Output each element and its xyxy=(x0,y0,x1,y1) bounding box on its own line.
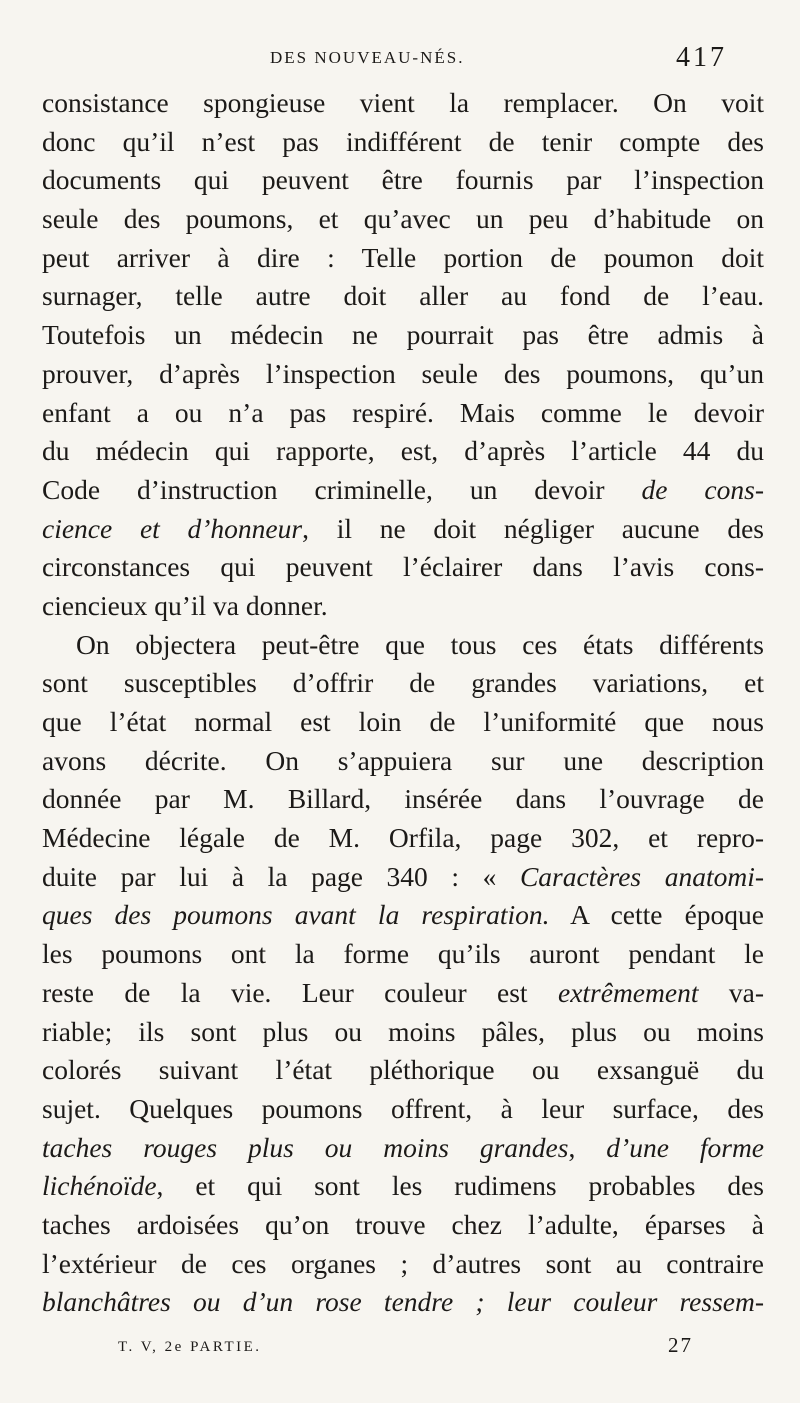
running-title: DES NOUVEAU-NÉS. xyxy=(270,48,465,67)
text-line xyxy=(42,742,764,781)
text-line xyxy=(42,1129,764,1168)
text-line xyxy=(42,1283,764,1322)
text-line xyxy=(42,1245,764,1284)
text-line xyxy=(42,123,764,162)
text-run: avons décrite. On s’appuiera sur une description xyxy=(42,744,764,776)
text-run: surnager, telle autre doit aller au fond de l’eau. xyxy=(42,280,764,312)
italic-text: ques des poumons avant la respiration. xyxy=(42,899,550,931)
text-line xyxy=(42,896,764,935)
text-line xyxy=(42,664,764,703)
text-line xyxy=(42,935,764,974)
italic-text: d’une forme xyxy=(606,1131,764,1163)
italic-text: blanchâtres ou d’un rose tendre ; leur couleur ressem- xyxy=(42,1286,764,1318)
italic-text: lichénoïde xyxy=(42,1170,157,1202)
text-run: A cette époque xyxy=(549,899,764,931)
text-line xyxy=(42,819,764,858)
text-line xyxy=(42,200,764,239)
text-run: seule des poumons, et qu’avec un peu d’habitude on xyxy=(42,203,764,235)
text-line xyxy=(42,1051,764,1090)
text-line xyxy=(42,1206,764,1245)
text-line xyxy=(42,974,764,1013)
italic-text: taches rouges plus ou moins grandes xyxy=(42,1131,569,1163)
page-footer xyxy=(0,1333,800,1373)
text-line xyxy=(42,355,764,394)
text-run: , et qui sont les rudimens probables des xyxy=(156,1170,764,1202)
text-line xyxy=(42,510,764,549)
italic-text: de cons- xyxy=(641,473,764,505)
text-run: taches ardoisées qu’on trouve chez l’adulte, éparses à xyxy=(42,1208,764,1240)
text-run: ciencieux qu’il va donner. xyxy=(42,589,328,621)
text-run: les poumons ont la forme qu’ils auront pendant le xyxy=(42,938,764,970)
italic-text: extrêmement xyxy=(557,976,699,1008)
text-line xyxy=(42,858,764,897)
text-run: , il ne doit négliger aucune des xyxy=(302,512,764,544)
text-line xyxy=(42,587,764,626)
text-line xyxy=(42,1090,764,1129)
text-line xyxy=(42,471,764,510)
text-run: que l’état normal est loin de l’uniformité que nous xyxy=(42,706,764,737)
body-text xyxy=(42,84,764,1322)
text-run: va- xyxy=(698,976,764,1008)
italic-text: Caractères anatomi- xyxy=(519,860,764,892)
signature-number: 27 xyxy=(668,1333,693,1357)
italic-text: cience et d’honneur xyxy=(42,512,303,544)
text-line xyxy=(42,161,764,200)
text-run: reste de la vie. Leur couleur est xyxy=(42,976,558,1008)
text-line xyxy=(42,277,764,316)
text-run: On objectera peut-être que tous ces états différents xyxy=(76,628,764,660)
text-run: consistance spongieuse vient la remplacer. On voit xyxy=(42,87,764,118)
text-run: colorés suivant l’état pléthorique ou exsanguë du xyxy=(42,1054,764,1086)
text-run: enfant a ou n’a pas respiré. Mais comme le devoir xyxy=(42,396,764,428)
text-line xyxy=(42,548,764,587)
text-line xyxy=(42,1167,764,1206)
text-run: , xyxy=(568,1131,607,1163)
text-run: donc qu’il n’est pas indifférent de tenir compte des xyxy=(42,125,764,157)
text-run: riable; ils sont plus ou moins pâles, plus ou moins xyxy=(42,1015,764,1047)
text-line xyxy=(42,239,764,278)
text-run: Médecine légale de M. Orfila, page 302, et repro- xyxy=(42,822,764,854)
page-header xyxy=(0,42,800,82)
text-run: sujet. Quelques poumons offrent, à leur surface, des xyxy=(42,1092,764,1124)
text-run: du médecin qui rapporte, est, d’après l’article 44 du xyxy=(42,435,764,467)
page-number: 417 xyxy=(676,42,727,73)
text-line xyxy=(42,84,764,123)
text-run: Code d’instruction criminelle, un devoir xyxy=(42,473,642,505)
text-run: Toutefois un médecin ne pourrait pas être admis à xyxy=(42,319,764,351)
text-run: donnée par M. Billard, insérée dans l’ouvrage de xyxy=(42,783,764,815)
text-line xyxy=(42,703,764,742)
text-line xyxy=(42,626,764,665)
text-run: documents qui peuvent être fournis par l’inspection xyxy=(42,164,764,196)
text-line xyxy=(42,316,764,355)
text-run: duite par lui à la page 340 : « xyxy=(42,860,520,892)
text-line xyxy=(42,1013,764,1052)
text-line xyxy=(42,394,764,433)
text-run: sont susceptibles d’offrir de grandes variations, et xyxy=(42,667,764,699)
text-line xyxy=(42,432,764,471)
text-run: prouver, d’après l’inspection seule des poumons, qu’un xyxy=(42,357,764,389)
text-line xyxy=(42,780,764,819)
gathering-signature: T. V, 2e PARTIE. xyxy=(118,1339,262,1355)
text-run: l’extérieur de ces organes ; d’autres sont au contraire xyxy=(42,1247,764,1279)
text-run: peut arriver à dire : Telle portion de poumon doit xyxy=(42,241,764,273)
text-run: circonstances qui peuvent l’éclairer dans l’avis cons- xyxy=(42,551,764,583)
